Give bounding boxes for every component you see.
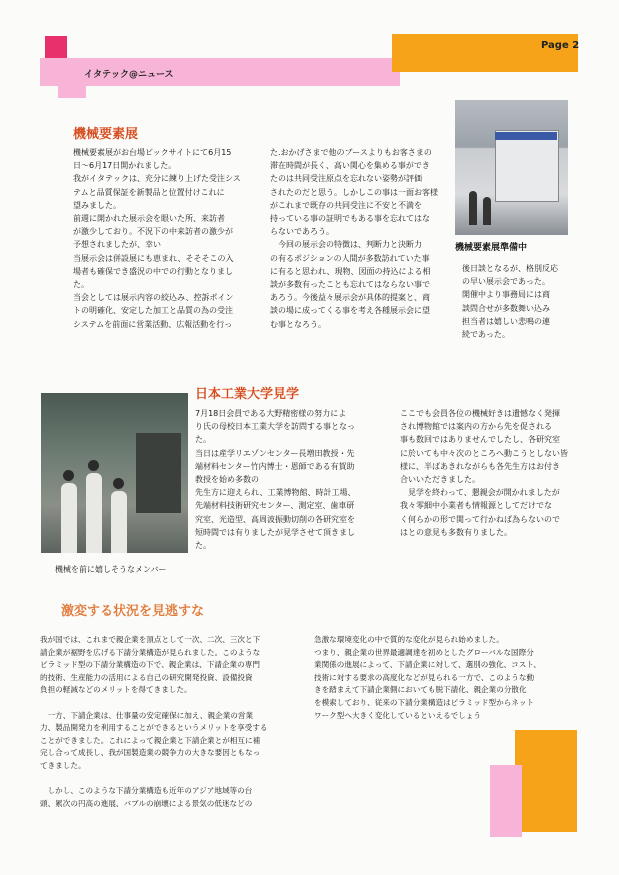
change-column-1: 我が国では、これまで親企業を頂点として一次、二次、三次と下 請企業が裾野を広げる下請分業構造が見られました。このような ピラミッド型の下請分業構造の下で、親企業は、下請企業の専門 的技術、生産能力の活用による自己の研究開発投資、設備投資 負担の軽減などのメリットを得てきました。 一方、下請企業は、仕事量の安定確保に加え、親企業の営業 力、製品開発力を利用することができるというメリットを享受する ことができました。これによって親企業と下請企業とが相互に補 完し合って成長し、我が国製造業の競争力の大きな要因ともなっ てきました。 しかし、このような下請分業構造も近年のアジア地域等の台 頭、累次の円高の進展、バブルの崩壊による景気の低迷などの (40, 635, 268, 808)
change-column-2: 急激な環境変化の中で質的な変化が見られ始めました。 つまり、親企業の世界最適調達を初めとしたグローバルな国際分 業関係の進展によって、下請企業に対して、選別の強化、コスト、 技術に対する要求の高度化などが見られる一方で、このような動 きを踏まえて下請企業側においても脱下請化、親企業の分散化 を模索しており、従来の下請分業構造はピラミッド型からネット ワーク型へ大きく変化しているといえるでしょう (314, 635, 541, 720)
expo-side-note: 後日談となるが、格別反応 の早い展示会であった。 開催中より事務局には商 談問合せが多数舞い込み 担当者は嬉しい悲鳴の連 続であった。 (462, 264, 558, 340)
page-number: Page 2 (541, 40, 580, 51)
visit-photo-caption: 機械を前に嬉しそうなメンバー (55, 565, 167, 574)
booth-sign (495, 132, 557, 140)
expo-column-1: 機械要素展がお台場ビックサイトにて6月15 日～6月17日開かれました。 我がイタテックは、充分に練り上げた受注シス テムと品質保証を新製品と位置付けこれに 望みました。 前週に開かれた展示会を眼いた所、来訪者 が激少しており。不況下の中来訪者の激少が 予想されましたが、幸い 当展示会は併設展にも恵まれ、そそそこの入 場者も確保でき盛況の中での行動となりまし た。 当会としては展示内容の絞込み、控訴ポイン トの明確化、安定した加工と品質の為の受注 システムを前面に営業活動、広報活動を行っ (73, 148, 241, 329)
machine-shape (136, 433, 181, 513)
change-heading: 激変する状況を見逃すな (61, 604, 205, 619)
visitor-figure (111, 491, 127, 553)
booth-person (469, 191, 477, 225)
corner-block-pink (45, 36, 67, 58)
visit-column-1: 7月18日会員である大野精密様の努力によ り氏の母校日本工業大学を訪問する事となっ た。 当日は産学リエゾンセンター長増田教授・先 端材料センター竹内博士・恩師である有賀助 教授を始め多数の 先生方に迎えられ、工業博物館、時計工場、 先端材料技術研究センター、測定室、歯車研 究室、光造型、高周波振動切削の各研究室を 短時間では有りましたが見学させて頂きまし た。 (195, 409, 356, 551)
corner-block-orange-lower (392, 58, 578, 72)
expo-column-2: た.おかげさまで他のブースよりもお客さまの 滞在時間が長く、高い関心を集める事ができ たのは共同受注原点を忘れない姿勢が評価 されたのだと思う。しかしこの事は一面お客様 がこれまで既存の共同受注に不安と不満を 持っている事の証明でもある事を忘れてはな らないであろう。 今回の展示会の特徴は、判断力と決断力 の有るポジションの人間が多数訪れていた事 に有ると思われ、現物、図面の持込による相 談が多数有ったことも忘れてはならない事で あろう。今後益々展示会が具体的提案と、商 談の場に成ってくる事を考え各種展示会に望 む事となろう。 (270, 148, 438, 329)
header-band-tab (58, 86, 86, 98)
visitor-head (88, 460, 99, 471)
booth-person (483, 197, 491, 225)
footer-block-orange (515, 730, 577, 832)
visitor-figure (61, 483, 77, 553)
visit-column-2: ここでも会員各位の機械好きは遺憾なく発揮 され博物館では案内の方から先を促される 事も数回ではありませんでしたし、各研究室 に於いても中々次のところへ動こうとしない皆 様に、半ばあきれながらも各先生方はお付き 合いいただきました。 見学を終わって、懇親会が開かれましたが 我々零細中小業者も情報源としてだけでな く何らかの形で関って行かねば為らないので はとの意見も多数有りました。 (400, 409, 568, 537)
visit-heading: 日本工業大学見学 (195, 387, 300, 402)
footer-block-pink (490, 765, 522, 837)
visitor-head (63, 470, 74, 481)
visitor-head (113, 478, 124, 489)
expo-booth-photo (455, 100, 568, 235)
expo-photo-caption: 機械要素展準備中 (455, 243, 528, 253)
visitor-figure (86, 473, 102, 553)
expo-heading: 機械要素展 (73, 127, 139, 142)
booth-panel (495, 130, 559, 202)
visit-photo (41, 393, 188, 553)
masthead-title: イタテック@ニュース (84, 70, 174, 80)
